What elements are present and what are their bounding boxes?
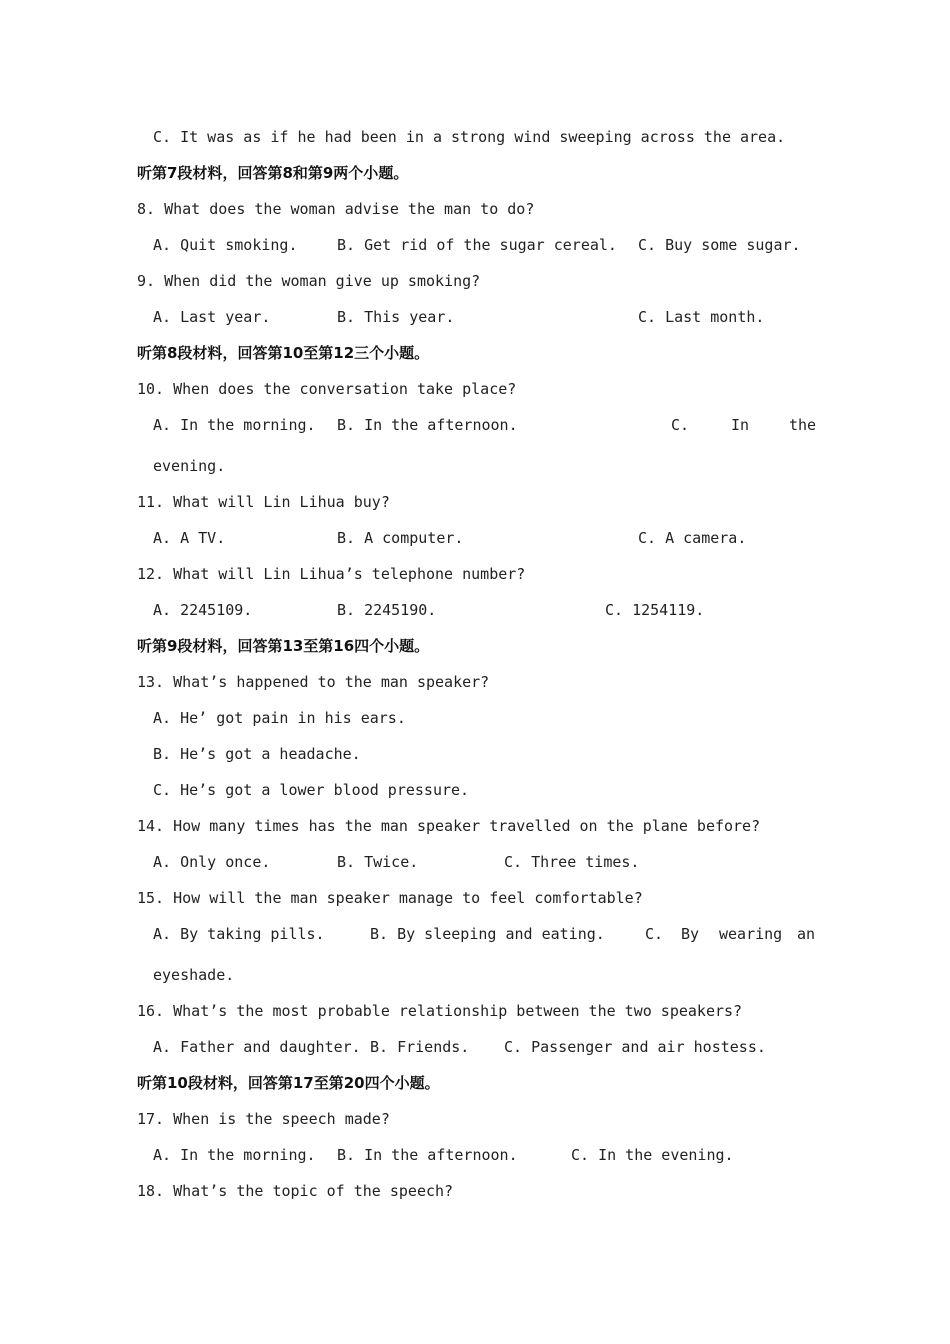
option-10a: A. In the morning. — [153, 416, 316, 434]
option-13c: C. He’s got a lower blood pressure. — [153, 781, 470, 799]
option-16c: C. Passenger and air hostess. — [504, 1038, 766, 1056]
option-11c: C. A camera. — [638, 529, 747, 547]
option-15c-word: wearing — [719, 925, 783, 943]
option-11b: B. A computer. — [337, 529, 464, 547]
question-13: 13. What’s happened to the man speaker? — [137, 673, 490, 691]
option-9a: A. Last year. — [153, 308, 271, 326]
option-15b: B. By sleeping and eating. — [370, 925, 605, 943]
option-14b: B. Twice. — [337, 853, 419, 871]
option-12a: A. 2245109. — [153, 601, 253, 619]
option-9c: C. Last month. — [638, 308, 765, 326]
option-13a: A. He’ got pain in his ears. — [153, 709, 406, 727]
question-11: 11. What will Lin Lihua buy? — [137, 493, 390, 511]
option-10c-word: In — [731, 416, 750, 434]
question-10: 10. When does the conversation take place? — [137, 380, 517, 398]
option-10c-word: the — [789, 416, 817, 434]
option-8a: A. Quit smoking. — [153, 236, 298, 254]
option-14c: C. Three times. — [504, 853, 640, 871]
question-17: 17. When is the speech made? — [137, 1110, 390, 1128]
option-11a: A. A TV. — [153, 529, 226, 547]
section-header-10: 听第10段材料，回答第17至第20四个小题。 — [137, 1074, 440, 1092]
option-13b: B. He’s got a headache. — [153, 745, 361, 763]
option-17b: B. In the afternoon. — [337, 1146, 518, 1164]
option-12c: C. 1254119. — [605, 601, 705, 619]
option-15c: C. — [645, 925, 664, 943]
option-17c: C. In the evening. — [571, 1146, 734, 1164]
option-16b: B. Friends. — [370, 1038, 470, 1056]
question-14: 14. How many times has the man speaker travelled on the plane before? — [137, 817, 761, 835]
section-header-8: 听第8段材料，回答第10至第12三个小题。 — [137, 344, 430, 362]
section-header-9: 听第9段材料，回答第13至第16四个小题。 — [137, 637, 430, 655]
option-8c: C. Buy some sugar. — [638, 236, 801, 254]
option-12b: B. 2245190. — [337, 601, 437, 619]
option-9b: B. This year. — [337, 308, 455, 326]
option-17a: A. In the morning. — [153, 1146, 316, 1164]
option-8b: B. Get rid of the sugar cereal. — [337, 236, 617, 254]
question-8: 8. What does the woman advise the man to do? — [137, 200, 535, 218]
question-18: 18. What’s the topic of the speech? — [137, 1182, 454, 1200]
option-10c: C. — [671, 416, 690, 434]
question-9: 9. When did the woman give up smoking? — [137, 272, 481, 290]
option-10c-cont: evening. — [153, 457, 226, 475]
option-7c: C. It was as if he had been in a strong wind sweeping across the area. — [153, 128, 786, 146]
option-15c-cont: eyeshade. — [153, 966, 235, 984]
question-16: 16. What’s the most probable relationship between the two speakers? — [137, 1002, 743, 1020]
option-15c-word: By — [681, 925, 700, 943]
section-header-7: 听第7段材料，回答第8和第9两个小题。 — [137, 164, 409, 182]
option-15c-word: an — [797, 925, 816, 943]
question-12: 12. What will Lin Lihua’s telephone number? — [137, 565, 526, 583]
option-15a: A. By taking pills. — [153, 925, 325, 943]
option-16a: A. Father and daughter. — [153, 1038, 361, 1056]
option-14a: A. Only once. — [153, 853, 271, 871]
option-10b: B. In the afternoon. — [337, 416, 518, 434]
question-15: 15. How will the man speaker manage to feel comfortable? — [137, 889, 643, 907]
